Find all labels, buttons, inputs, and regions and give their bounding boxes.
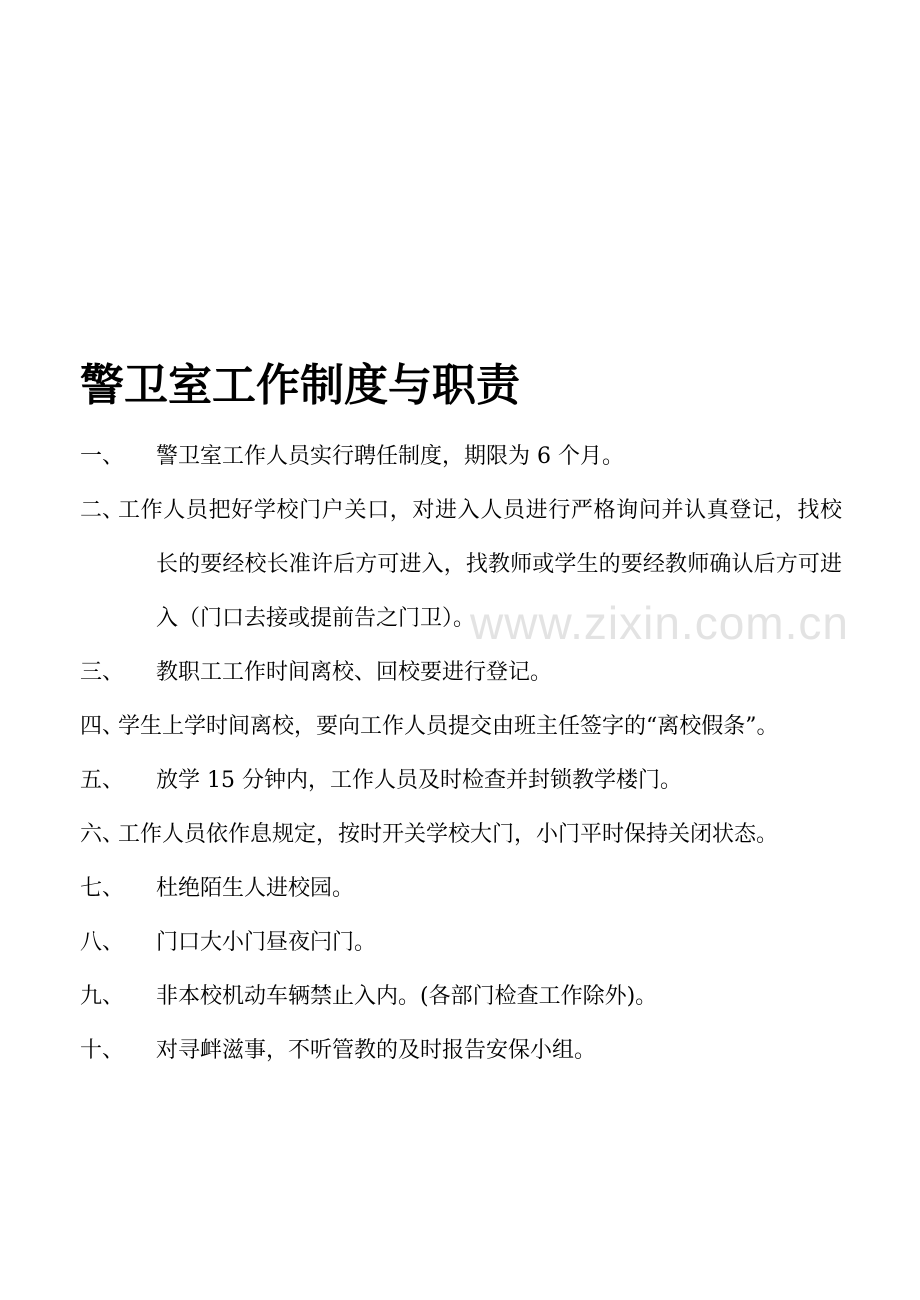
document-title: 警卫室工作制度与职责 — [80, 360, 520, 411]
rule-number: 七、 — [80, 876, 125, 901]
rule-number: 二、 — [80, 498, 125, 523]
rule-text: 学生上学时间离校，要向工作人员提交由班主任签字的“离校假条”。 — [118, 714, 779, 739]
rule-item — [80, 646, 842, 700]
rule-item — [80, 970, 842, 1024]
rule-text: 门口大小门昼夜闩门。 — [156, 930, 377, 955]
rule-item — [80, 700, 842, 754]
rule-text: 工作人员依作息规定，按时开关学校大门，小门平时保持关闭状态。 — [118, 822, 779, 847]
rule-item — [80, 808, 842, 862]
rule-number: 八、 — [80, 930, 125, 955]
rule-item — [80, 1024, 842, 1078]
rule-text: 警卫室工作人员实行聘任制度，期限为 6 个月。 — [156, 444, 624, 469]
rule-item — [80, 862, 842, 916]
rule-number: 一、 — [80, 444, 125, 469]
rule-text: 教职工工作时间离校、回校要进行登记。 — [156, 660, 553, 685]
rule-text: 工作人员把好学校门户关口，对进入人员进行严格询问并认真登记，找校长的要经校长准许后方可进入，找教师或学生的要经教师确认后方可进入（门口去接或提前告之门卫）。 — [118, 498, 842, 631]
watermark: www.zixin.com.cn — [470, 597, 849, 649]
rules-list — [80, 430, 842, 1078]
rule-item — [80, 484, 842, 646]
rule-number: 十、 — [80, 1038, 125, 1063]
rule-item — [80, 430, 842, 484]
rule-item — [80, 754, 842, 808]
rule-item — [80, 916, 842, 970]
rule-text: 对寻衅滋事，不听管教的及时报告安保小组。 — [156, 1038, 597, 1063]
rule-number: 九、 — [80, 984, 125, 1009]
rule-text: 非本校机动车辆禁止入内。(各部门检查工作除外)。 — [156, 984, 658, 1009]
rule-text: 放学 15 分钟内，工作人员及时检查并封锁教学楼门。 — [156, 768, 682, 793]
rule-number: 四、 — [80, 714, 125, 739]
rule-number: 六、 — [80, 822, 125, 847]
rule-number: 三、 — [80, 660, 125, 685]
rule-text: 杜绝陌生人进校园。 — [156, 876, 355, 901]
rule-number: 五、 — [80, 768, 125, 793]
